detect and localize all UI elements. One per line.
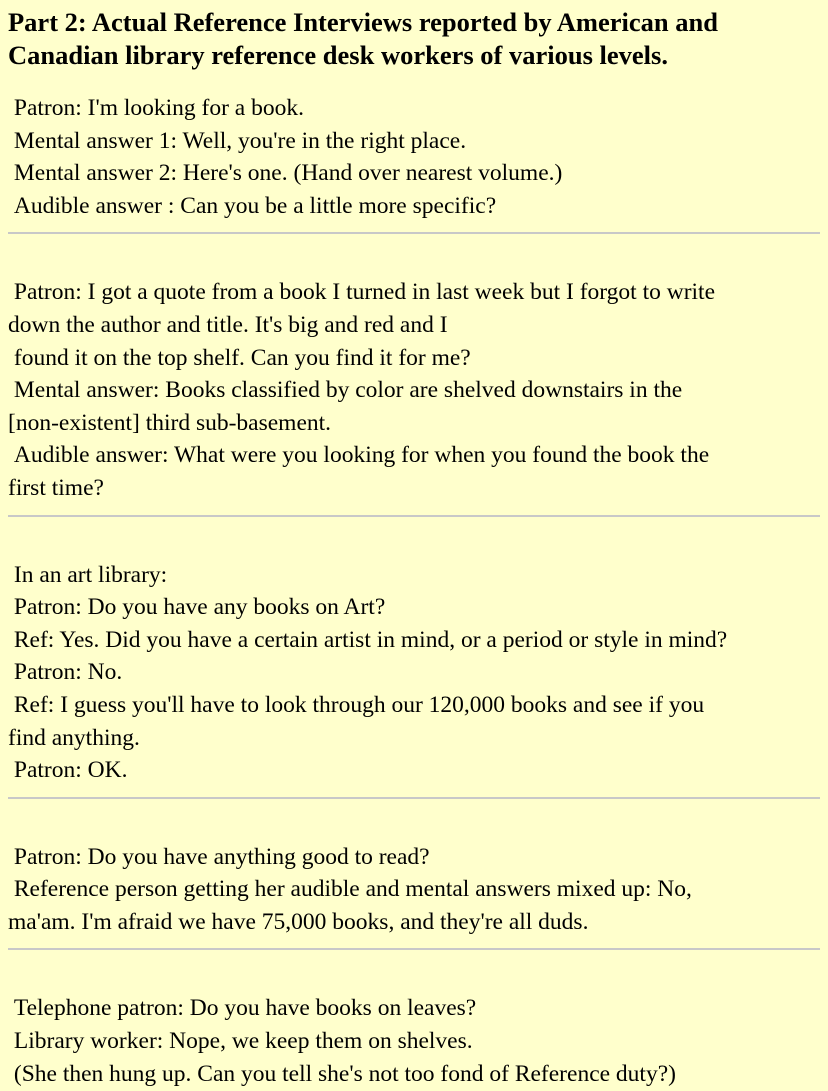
text-line: Ref: Yes. Did you have a certain artist in mind, or a period or style in mind? — [8, 626, 728, 653]
text-line: Patron: No. — [8, 659, 123, 686]
text-line: Reference person getting her audible and mental answers mixed up: No, — [8, 876, 692, 903]
section-divider — [8, 515, 820, 517]
text-line: ma'am. I'm afraid we have 75,000 books, and they're all duds. — [8, 908, 589, 935]
text-line: (She then hung up. Can you tell she's not too fond of Reference duty?) — [8, 1060, 676, 1087]
page-title-line-2: Canadian library reference desk workers of various levels. — [8, 40, 668, 70]
interview-section-2 — [8, 276, 820, 504]
text-line: [non-existent] third sub-basement. — [8, 409, 332, 436]
text-line: Telephone patron: Do you have books on leaves? — [8, 995, 477, 1022]
text-line: Mental answer: Books classified by color are shelved downstairs in the — [8, 377, 683, 404]
text-line: find anything. — [8, 724, 140, 751]
page-title-line-1: Part 2: Actual Reference Interviews reported by American and — [8, 7, 718, 37]
text-line: Patron: Do you have any books on Art? — [8, 594, 386, 621]
page-title — [8, 6, 820, 72]
text-line: Patron: Do you have anything good to read? — [8, 843, 430, 870]
section-divider — [8, 797, 820, 799]
text-line: In an art library: — [8, 561, 168, 588]
interview-section-5 — [8, 992, 820, 1090]
interview-section-4 — [8, 841, 820, 939]
interview-section-1 — [8, 92, 820, 222]
text-line: Patron: I got a quote from a book I turned in last week but I forgot to write — [8, 279, 716, 306]
text-line: down the author and title. It's big and red and I — [8, 311, 448, 338]
text-line: Audible answer : Can you be a little more specific? — [8, 192, 497, 219]
text-line: Audible answer: What were you looking for when you found the book the — [8, 442, 710, 469]
section-divider — [8, 948, 820, 950]
text-line: Patron: OK. — [8, 757, 128, 784]
text-line: Patron: I'm looking for a book. — [8, 95, 304, 121]
text-line: Library worker: Nope, we keep them on shelves. — [8, 1028, 473, 1055]
section-divider — [8, 232, 820, 234]
text-line: Ref: I guess you'll have to look through our 120,000 books and see if you — [8, 691, 705, 718]
text-line: first time? — [8, 474, 104, 501]
text-line: Mental answer 1: Well, you're in the right place. — [8, 127, 467, 154]
interview-section-3 — [8, 559, 820, 787]
text-line: Mental answer 2: Here's one. (Hand over nearest volume.) — [8, 160, 563, 187]
text-line: found it on the top shelf. Can you find it for me? — [8, 344, 471, 371]
